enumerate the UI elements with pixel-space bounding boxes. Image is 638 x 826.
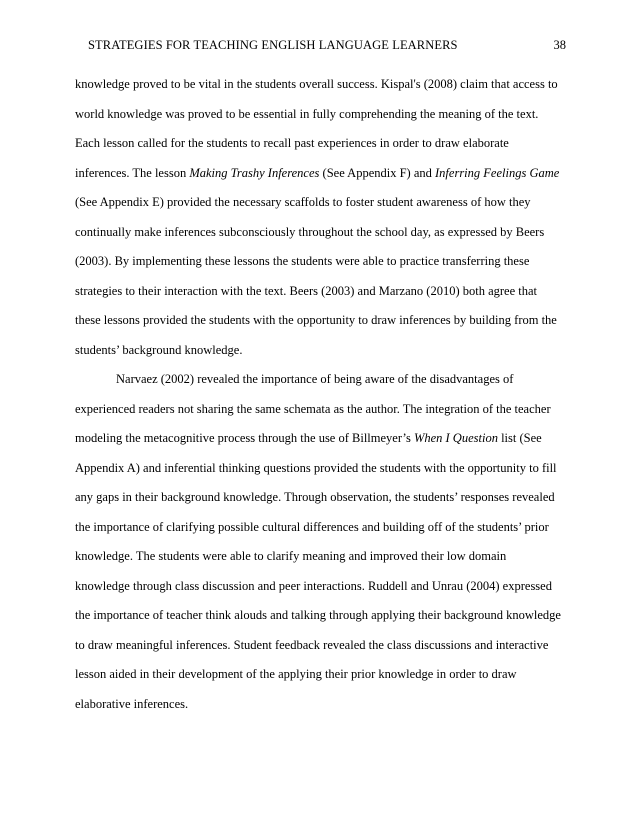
italic-title: Inferring Feelings Game (435, 165, 560, 180)
text-line (75, 690, 565, 720)
text-run: the importance of clarifying possible cultural differences and building off of the students’ prior (75, 519, 549, 534)
text-run: to draw meaningful inferences. Student feedback revealed the class discussions and interactive (75, 637, 549, 652)
text-run: Each lesson called for the students to recall past experiences in order to draw elaborate (75, 136, 509, 150)
text-run: any gaps in their background knowledge. Through observation, the students’ responses revealed (75, 490, 555, 504)
text-run: list (See (497, 431, 542, 445)
text-line (75, 188, 565, 218)
text-run: (See Appendix E) provided the necessary scaffolds to foster student awareness of how they (75, 195, 531, 209)
text-line (75, 306, 565, 336)
text-line (75, 542, 565, 572)
text-run: experienced readers not sharing the same schemata as the author. The integration of the teacher (75, 401, 551, 416)
text-line (75, 336, 565, 366)
text-line (75, 601, 565, 631)
page-header (88, 38, 566, 54)
text-line (75, 395, 565, 425)
text-line (75, 100, 565, 130)
text-line (75, 159, 565, 189)
text-run: (2003). By implementing these lessons the students were able to practice transferring these (75, 254, 530, 268)
text-line (75, 365, 565, 395)
text-line (75, 454, 565, 484)
text-run: knowledge through class discussion and peer interactions. Ruddell and Unrau (2004) expressed (75, 578, 552, 593)
text-run: these lessons provided the students with the opportunity to draw inferences by building from the (75, 313, 557, 327)
text-line (75, 513, 565, 543)
text-run: inferences. The lesson (75, 165, 190, 180)
text-run: world knowledge was proved to be essential in fully comprehending the meaning of the text. (75, 106, 539, 121)
text-line (75, 572, 565, 602)
text-run: elaborative inferences. (75, 696, 189, 711)
text-run: students’ background knowledge. (75, 342, 243, 357)
text-run: (See Appendix F) and (319, 165, 436, 180)
text-run: continually make inferences subconsciously throughout the school day, as expressed by Beers (75, 224, 545, 239)
text-run: modeling the metacognitive process through the use of Billmeyer’s (75, 431, 414, 445)
text-line (75, 70, 565, 100)
running-head: STRATEGIES FOR TEACHING ENGLISH LANGUAGE LEARNERS (88, 38, 458, 52)
text-line (75, 660, 565, 690)
text-line (75, 277, 565, 307)
text-run: the importance of teacher think alouds and talking through applying their background knowledge (75, 608, 561, 622)
text-run: knowledge. The students were able to clarify meaning and improved their low domain (75, 549, 507, 563)
body-text (75, 70, 565, 719)
text-run: knowledge proved to be vital in the students overall success. Kispal's (2008) claim that access to (75, 77, 558, 91)
page-number: 38 (553, 38, 566, 52)
italic-title: Making Trashy Inferences (189, 165, 320, 180)
text-run: Appendix A) and inferential thinking questions provided the students with the opportunity to fill (75, 460, 557, 475)
italic-title: When I Question (413, 431, 498, 445)
text-run: lesson aided in their development of the applying their prior knowledge in order to draw (75, 667, 517, 681)
text-run: strategies to their interaction with the text. Beers (2003) and Marzano (2010) both agree that (75, 283, 537, 298)
text-line (75, 218, 565, 248)
text-line (75, 247, 565, 277)
text-line (75, 129, 565, 159)
text-line (75, 424, 565, 454)
text-run: Narvaez (2002) revealed the importance of being aware of the disadvantages of (116, 372, 514, 386)
text-line (75, 483, 565, 513)
text-line (75, 631, 565, 661)
